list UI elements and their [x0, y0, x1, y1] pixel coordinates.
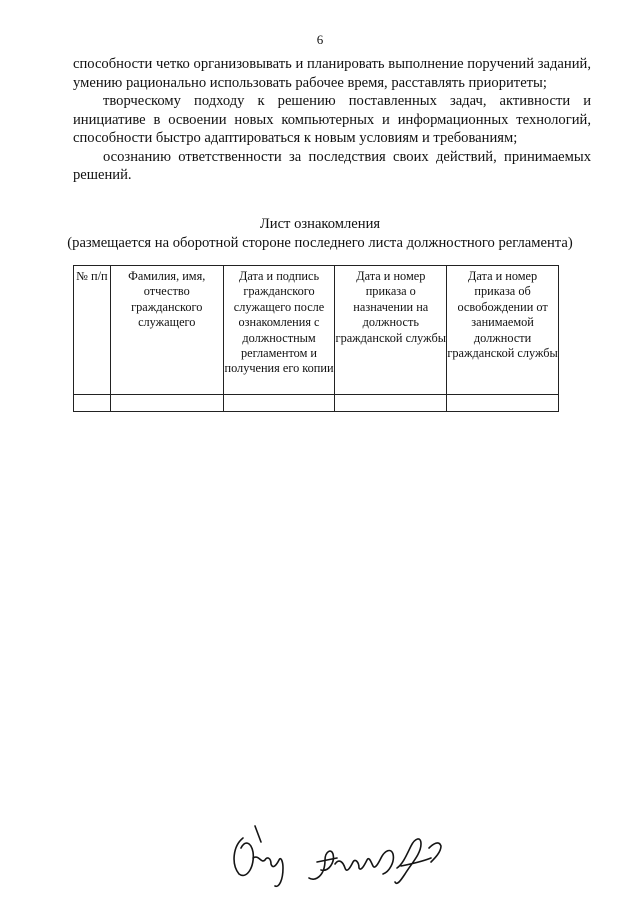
table-cell	[335, 395, 447, 412]
acknowledgment-table	[73, 265, 559, 412]
page-number: 6	[316, 32, 324, 47]
body-text	[73, 55, 591, 185]
paragraph-1: способности четко организовывать и планировать выполнение поручений заданий, умению рационально использовать рабочее время, расставлять приоритеты;	[73, 56, 591, 91]
header-appointment-order: Дата и номер приказа о назначении на должность гражданской службы	[335, 266, 447, 395]
paragraph-2: творческому подходу к решению поставленных задач, активности и инициативе в освоении новых компьютерных и информационных технологий, способности быстро адаптироваться к новым условиям и требованиям;	[73, 93, 591, 146]
header-dismissal-order: Дата и номер приказа об освобождении от занимаемой должности гражданской службы	[447, 266, 559, 395]
signature-stroke	[234, 838, 283, 886]
sheet-title: Лист ознакомления	[259, 216, 381, 232]
signature-stroke	[255, 826, 261, 842]
header-full-name: Фамилия, имя, отчество гражданского служащего	[110, 266, 223, 395]
table-header-row	[74, 266, 559, 395]
table-cell	[223, 395, 335, 412]
table-cell	[110, 395, 223, 412]
sheet-subtitle: (размещается на оборотной стороне последнего листа должностного регламента)	[67, 234, 573, 251]
table-cell	[74, 395, 111, 412]
signature-stroke	[395, 839, 441, 883]
table-row	[74, 395, 559, 412]
signature-stroke	[309, 851, 393, 880]
sheet-caption	[0, 215, 640, 252]
handwritten-signature	[225, 818, 465, 898]
paragraph-3: осознанию ответственности за последствия своих действий, принимаемых решений.	[73, 148, 591, 183]
table-cell	[447, 395, 559, 412]
header-number: № п/п	[74, 266, 111, 395]
header-signature-date: Дата и подпись гражданского служащего после ознакомления с должностным регламентом и получения его копии	[223, 266, 335, 395]
